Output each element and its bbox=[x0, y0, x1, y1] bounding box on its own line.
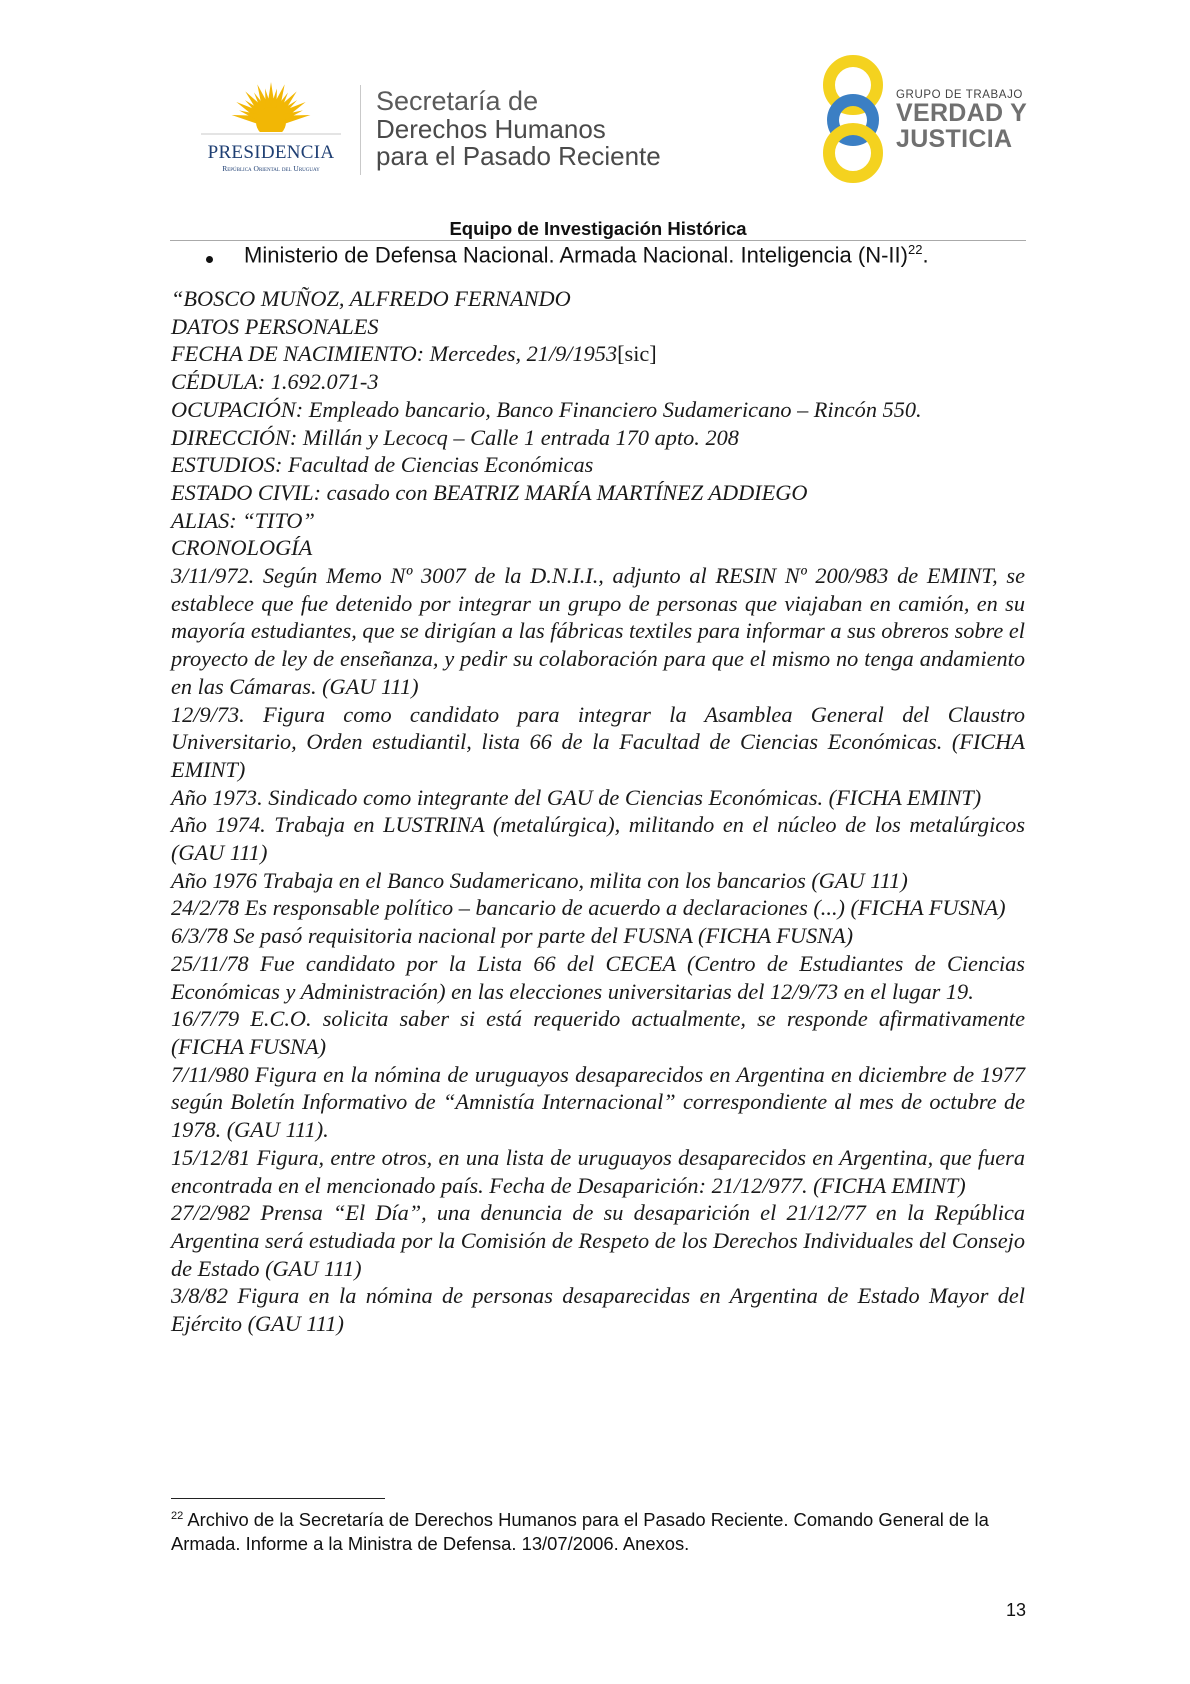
chronology-entry: Año 1976 Trabaja en el Banco Sudamericano, milita con los bancarios (GAU 111) bbox=[171, 867, 908, 893]
footnote-ref[interactable]: 22 bbox=[907, 242, 923, 257]
source-label: Ministerio de Defensa Nacional. Armada Nacional. Inteligencia (N-II) bbox=[244, 242, 908, 268]
record-cedula: CÉDULA: 1.692.071-3 bbox=[171, 369, 379, 395]
chronology-entry: 15/12/81 Figura, entre otros, en una lista de uruguayos desaparecidos en Argentina, que fuera encontrada en el mencionado país. Fecha de Desaparición: 21/12/977. (FICHA EMINT) bbox=[171, 1144, 1025, 1198]
chronology-entry: Año 1974. Trabaja en LUSTRINA (metalúrgica), militando en el núcleo de los metalúrgicos (GAU 111) bbox=[171, 812, 1025, 866]
chronology-entry: 24/2/78 Es responsable político – bancario de acuerdo a declaraciones (...) (FICHA FUSNA) bbox=[171, 895, 1006, 921]
page-header bbox=[0, 0, 1190, 240]
secretaria-line-1: Secretaría de bbox=[376, 86, 539, 116]
source-text bbox=[244, 242, 929, 268]
record-nacimiento bbox=[171, 340, 1025, 368]
secretaria-line-3: para el Pasado Reciente bbox=[376, 141, 661, 171]
record-alias: ALIAS: “TITO” bbox=[171, 507, 315, 533]
rings-icon bbox=[820, 55, 900, 185]
source-tail: . bbox=[922, 242, 929, 268]
presidencia-logo bbox=[196, 80, 356, 180]
chronology-entry: 12/9/73. Figura como candidato para integrar la Asamblea General del Claustro Universitario, Orden estudiantil, lista 66 de la Facultad de Ciencias Económicas. (FICHA EMINT) bbox=[171, 701, 1025, 782]
justicia-label: JUSTICIA bbox=[896, 124, 1013, 153]
record-body bbox=[171, 285, 1025, 1338]
record-cronologia: CRONOLOGÍA bbox=[171, 535, 313, 561]
chronology-entry: 3/11/972. Según Memo Nº 3007 de la D.N.I.I., adjunto al RESIN Nº 200/983 de EMINT, se establece que fue detenido por integrar un grupo de personas que viajaban en camión, en su mayoría estudiantes, que se dirigían a las fábricas textiles para informar a sus obreros sobre el proyecto de ley de enseñanza, y pedir su colaboración para que el mismo no tenga andamiento en las Cámaras. (GAU 111) bbox=[171, 563, 1025, 699]
presidencia-title: PRESIDENCIA bbox=[207, 142, 335, 163]
sun-icon bbox=[196, 80, 346, 150]
chronology-entry: 27/2/982 Prensa “El Día”, una denuncia de su desaparición el 21/12/77 en la República Argentina será estudiada por la Comisión de Respeto de los Derechos Individuales del Consejo de Estado (GAU 111) bbox=[171, 1200, 1025, 1281]
header-rule bbox=[170, 240, 1026, 241]
presidencia-subtitle: República Oriental del Uruguay bbox=[222, 164, 320, 173]
verdad-justicia-logo bbox=[820, 55, 1040, 185]
footnote-rule bbox=[171, 1498, 385, 1499]
logo-divider bbox=[360, 85, 361, 175]
section-header: Equipo de Investigación Histórica bbox=[449, 218, 747, 239]
sic-mark: [sic] bbox=[617, 341, 657, 367]
page-number: 13 bbox=[1006, 1600, 1027, 1620]
record-datos: DATOS PERSONALES bbox=[171, 313, 379, 339]
record-name: “BOSCO MUÑOZ, ALFREDO FERNANDO bbox=[171, 286, 571, 311]
chronology-entry: Año 1973. Sindicado como integrante del GAU de Ciencias Económicas. (FICHA EMINT) bbox=[171, 784, 982, 810]
secretaria-line-2: Derechos Humanos bbox=[376, 114, 606, 144]
chronology-entry: 6/3/78 Se pasó requisitoria nacional por parte del FUSNA (FICHA FUSNA) bbox=[171, 923, 854, 949]
record-estado-civil: ESTADO CIVIL: casado con BEATRIZ MARÍA MARTÍNEZ ADDIEGO bbox=[171, 479, 808, 505]
footnote bbox=[171, 1504, 1027, 1556]
nacimiento-text: FECHA DE NACIMIENTO: Mercedes, 21/9/1953 bbox=[171, 341, 618, 367]
record-estudios: ESTUDIOS: Facultad de Ciencias Económicas bbox=[171, 452, 594, 478]
chronology-entry: 3/8/82 Figura en la nómina de personas desaparecidas en Argentina de Estado Mayor del Ejército (GAU 111) bbox=[171, 1283, 1025, 1337]
verdad-label: VERDAD Y bbox=[896, 99, 1028, 127]
chronology-entry: 7/11/980 Figura en la nómina de uruguayos desaparecidos en Argentina en diciembre de 1977 según Boletín Informativo de “Amnistía Internacional” correspondiente al mes de octubre de 1978. (GAU 111). bbox=[171, 1061, 1025, 1143]
secretaria-logo-text bbox=[376, 88, 661, 169]
record-direccion: DIRECCIÓN: Millán y Lecocq – Calle 1 entrada 170 apto. 208 bbox=[171, 424, 739, 450]
verdad-justicia-text bbox=[896, 89, 1027, 152]
chronology-entry: 25/11/78 Fue candidato por la Lista 66 del CECEA (Centro de Estudiantes de Ciencias Económicas y Administración) en las elecciones universitarias del 12/9/73 en el lugar 19. bbox=[171, 950, 1025, 1004]
footnote-text: Archivo de la Secretaría de Derechos Humanos para el Pasado Reciente. Comando General de la Armada. Informe a la Ministra de Defensa. 13/07/2006. Anexos. bbox=[171, 1509, 989, 1555]
record-ocupacion: OCUPACIÓN: Empleado bancario, Banco Financiero Sudamericano – Rincón 550. bbox=[171, 396, 922, 422]
grupo-label: GRUPO DE TRABAJO bbox=[896, 89, 1023, 101]
footnote-number: 22 bbox=[171, 1510, 184, 1522]
bullet-icon bbox=[206, 256, 213, 263]
chronology-entry: 16/7/79 E.C.O. solicita saber si está requerido actualmente, se responde afirmativamente (FICHA FUSNA) bbox=[171, 1006, 1025, 1059]
